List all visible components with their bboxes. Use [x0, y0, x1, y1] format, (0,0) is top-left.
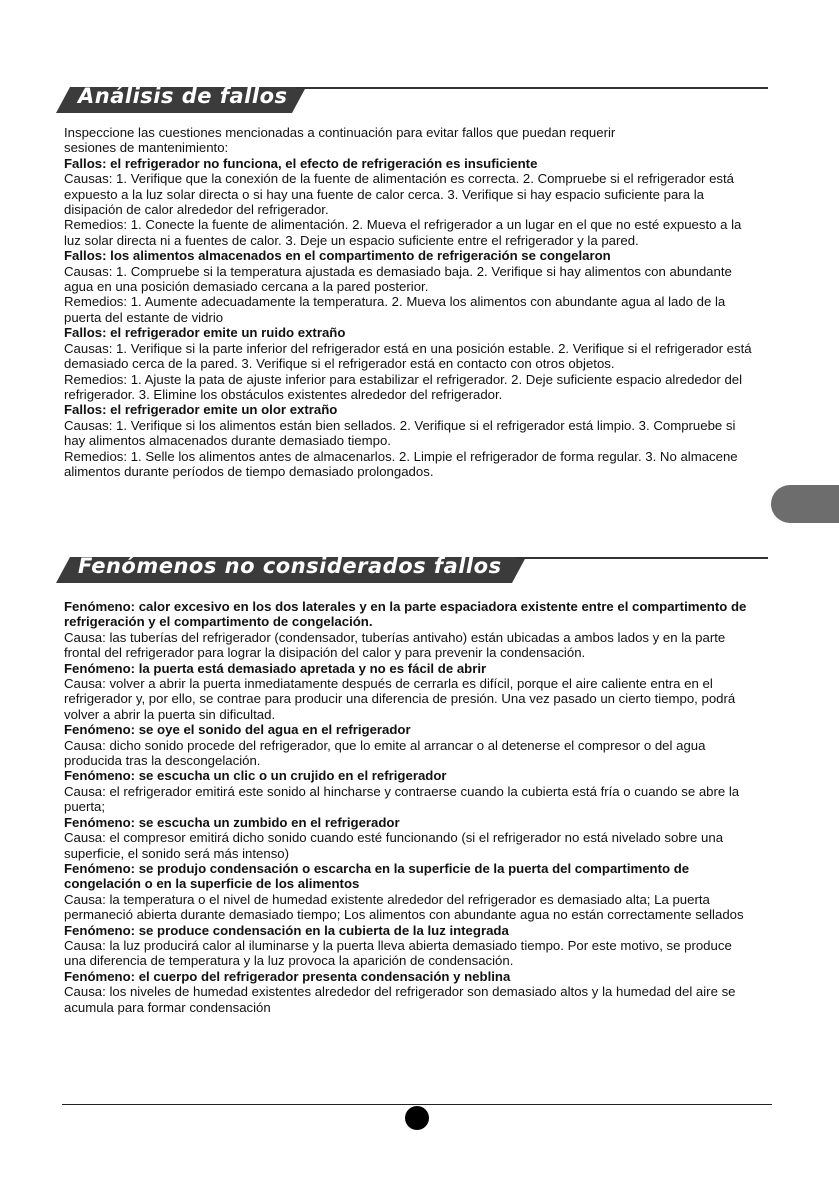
phenomenon-heading: Fenómeno: se escucha un zumbido en el refrigerador — [64, 814, 400, 830]
fault-causes: Causas: 1. Verifique si la parte inferior del refrigerador está en una posición estable. 2. Verifique si el refrigerador está demasiado cerca de la pared. 3. Verifique si el refrigerador está en contacto con otros objetos. — [64, 340, 752, 372]
fault-heading: Fallos: el refrigerador emite un olor extraño — [64, 402, 338, 418]
phenomenon-cause: Causa: dicho sonido procede del refrigerador, que lo emite al arrancar o al detenerse el compresor o del agua producida tras la descongelación. — [64, 737, 706, 769]
page-number-dot — [405, 1106, 429, 1130]
footer-rule — [62, 1104, 772, 1105]
phenomenon-cause: Causa: las tuberías del refrigerador (condensador, tuberías antivaho) están ubicadas a ambos lados y en la parte frontal del refrigerador para lograr la disipación del calor y para prevenir la condensación. — [64, 629, 726, 661]
phenomenon-heading: Fenómeno: se produce condensación en la cubierta de la luz integrada — [64, 922, 509, 938]
phenomenon-heading: Fenómeno: se oye el sonido del agua en el refrigerador — [64, 722, 411, 738]
fault-heading: Fallos: el refrigerador emite un ruido extraño — [64, 325, 346, 341]
fault-remedies: Remedios: 1. Conecte la fuente de alimentación. 2. Mueva el refrigerador a un lugar en el que no esté expuesto a la luz solar directa ni a fuentes de calor. 3. Deje un espacio suficiente entre el refrigerador y la pared. — [64, 217, 742, 248]
section2-body — [64, 599, 754, 1015]
phenomenon-heading: Fenómeno: la puerta está demasiado apretada y no es fácil de abrir — [64, 660, 487, 676]
intro-text: Inspeccione las cuestiones mencionadas a continuación para evitar fallos que puedan requerir sesiones de mantenimiento: — [64, 125, 616, 156]
phenomenon-cause: Causa: el compresor emitirá dicho sonido cuando esté funcionando (si el refrigerador no está nivelado sobre una superficie, el sonido será más intenso) — [64, 830, 724, 861]
phenomenon-heading: Fenómeno: se produjo condensación o escarcha en la superficie de la puerta del compartimento de congelación o en la superficie de los alimentos — [64, 860, 690, 892]
fault-remedies: Remedios: 1. Ajuste la pata de ajuste inferior para estabilizar el refrigerador. 2. Deje suficiente espacio alrededor del refrigerador. 3. Elimine los obstáculos existentes alrededor del refrigerador. — [64, 371, 743, 402]
phenomenon-heading: Fenómeno: calor excesivo en los dos laterales y en la parte espaciadora existente entre el compartimento de refrigeración y el compartimento de congelación. — [64, 599, 747, 630]
phenomenon-cause: Causa: volver a abrir la puerta inmediatamente después de cerrarla es difícil, porque el aire caliente entra en el refrigerador y, por ello, se contrae para producir una diferencia de presión. Una vez pasado un cierto tiempo, podrá volver a abrir la puerta sin dificultad. — [64, 676, 736, 722]
phenomenon-heading: Fenómeno: el cuerpo del refrigerador presenta condensación y neblina — [64, 968, 511, 984]
section1-title: Análisis de fallos — [78, 84, 288, 108]
section1-body — [64, 125, 754, 479]
chapter-side-tab — [771, 485, 839, 523]
phenomenon-cause: Causa: los niveles de humedad existentes alrededor del refrigerador son demasiado altos y la humedad del aire se acumula para formar condensación — [64, 984, 736, 1015]
banner-rule — [516, 557, 768, 559]
phenomenon-cause: Causa: la temperatura o el nivel de humedad existente alrededor del refrigerador es demasiado alta; La puerta permaneció abierta durante demasiado tiempo; Los alimentos con abundante agua no están correctamente sellados — [64, 891, 744, 923]
fault-causes: Causas: 1. Compruebe si la temperatura ajustada es demasiado baja. 2. Verifique si hay alimentos con abundante agua en una posición demasiado cercana a la pared posterior. — [64, 263, 732, 295]
phenomenon-heading: Fenómeno: se escucha un clic o un crujido en el refrigerador — [64, 768, 447, 784]
fault-remedies: Remedios: 1. Aumente adecuadamente la temperatura. 2. Mueva los alimentos con abundante agua al lado de la puerta del estante de vidrio — [64, 294, 726, 325]
fault-causes: Causas: 1. Verifique que la conexión de la fuente de alimentación es correcta. 2. Compruebe si el refrigerador está expuesto a la luz solar directa o si hay una fuente de calor cerca. 3. Verifique si hay espacio suficiente para la disipación de calor alrededor del refrigerador. — [64, 171, 735, 218]
phenomenon-cause: Causa: la luz producirá calor al iluminarse y la puerta lleva abierta demasiado tiempo. Por este motivo, se produce una diferencia de temperatura y la luz provoca la aparición de condensación. — [64, 937, 732, 969]
phenomenon-cause: Causa: el refrigerador emitirá este sonido al hincharse y contraerse cuando la cubierta está fría o cuando se abre la puerta; — [64, 783, 740, 815]
section2-title: Fenómenos no considerados fallos — [78, 554, 502, 578]
fault-heading: Fallos: el refrigerador no funciona, el efecto de refrigeración es insuficiente — [64, 155, 538, 171]
fault-heading: Fallos: los alimentos almacenados en el compartimento de refrigeración se congelaron — [64, 248, 611, 264]
section2-banner — [56, 554, 768, 583]
fault-causes: Causas: 1. Verifique si los alimentos están bien sellados. 2. Verifique si el refrigerador está limpio. 3. Compruebe si hay alimentos almacenados durante demasiado tiempo. — [64, 417, 736, 449]
banner-rule — [296, 87, 768, 89]
section1-banner — [56, 84, 768, 113]
fault-remedies: Remedios: 1. Selle los alimentos antes de almacenarlos. 2. Limpie el refrigerador de forma regular. 3. No almacene alimentos durante períodos de tiempo demasiado prolongados. — [64, 448, 738, 479]
